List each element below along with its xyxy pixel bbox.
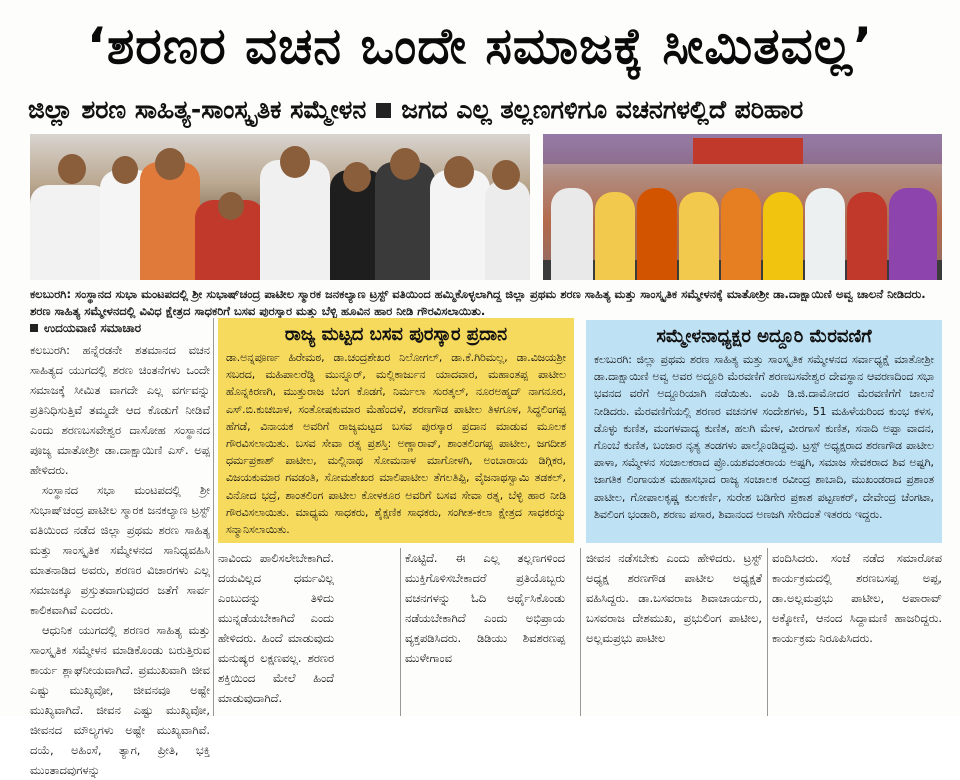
article-column-c: ಕೊಟ್ಟಿದೆ. ಈ ಎಲ್ಲ ತಲ್ಲಣಗಳಿಂದ ಮುಕ್ತಿಗೊಳಿಸಬೇಕಾದರೆ ಪ್ರತಿಯೊಬ್ಬರು ವಚನಗಳನ್ನು ಓದಿ ಅರ್ಥೈಸಿಕೊಂಡು ನಡೆಯಬೇಕಾಗಿದೆ ಎಂದು ಅಭಿಪ್ರಾಯ ವ್ಯಕ್ತಪಡಿಸಿದರು. ಡಿಡಿಯು ಶಿವಶರಣಪ್ಪ ಮುಳೇಗಾಂವ xyxy=(405,551,565,665)
article-paragraph: ಕಲಬುರಗಿ: ಹನ್ನೆರಡನೇ ಶತಮಾನದ ವಚನ ಸಾಹಿತ್ಯದ ಯುಗದಲ್ಲಿ ಶರಣ ಚಿಂತನೆಗಳು ಒಂದೇ ಸಮಾಜಕ್ಕೆ ಸೀಮಿತ ವಾಗದೇ ಎಲ್ಲ ವರ್ಗವನ್ನು ಪ್ರತಿನಿಧಿಸುತ್ತಿವೆ ತಮ್ಮದೇ ಆದ ಕೊಡುಗೆ ನೀಡಿವೆ ಎಂದು ಶರಣಬಸವೇಶ್ವರ ದಾಸೋಹ ಸಂಸ್ಥಾನದ ಪೂಜ್ಯ ಮಾತೋಶ್ರೀ ಡಾ.ದಾಕ್ಷಾಯಿಣಿ ಎಸ್. ಅಪ್ಪ ಹೇಳಿದರು. xyxy=(30,343,210,477)
headline: ‘ಶರಣರ ವಚನ ಒಂದೇ ಸಮಾಜಕ್ಕೆ ಸೀಮಿತವಲ್ಲ’ xyxy=(86,16,874,75)
procession-box-title: ಸಮ್ಮೇಳನಾಧ್ಯಕ್ಷರ ಅದ್ದೂರಿ ಮೆರವಣಿಗೆ xyxy=(656,326,872,347)
procession-box-body: ಕಲಬುರಗಿ: ಜಿಲ್ಲಾ ಪ್ರಥಮ ಶರಣ ಸಾಹಿತ್ಯ ಮತ್ತು ಸಾಂಸ್ಕೃತಿಕ ಸಮ್ಮೇಳನದ ಸರ್ವಾಧ್ಯಕ್ಷೆ ಮಾತೋಶ್ರೀ ಡಾ.ದಾಕ್ಷಾಯಿಣಿ ಅವ್ವ ಅವರ ಅದ್ದೂರಿ ಮೆರವಣಿಗೆ ಶರಣಬಸವೇಶ್ವರ ದೇವಸ್ಥಾನ ಆವರಣದಿಂದ ಸಭಾ ಭವನದ ವರೆಗೆ ಅದ್ದೂರಿಯಾಗಿ ನಡೆಯಿತು. ಎಂಪಿ ಡಿ.ಜಿ.ದಾಮೋದರ ಮೆರವಣಿಗೆಗೆ ಚಾಲನೆ ನೀಡಿದರು. ಮೆರವಣಿಗೆಯಲ್ಲಿ ಶರಣರ ವಚನಗಳ ಸಂದೇಶಗಳು, 51 ಮಹಿಳೆಯರಿಂದ ಕುಂಭ ಕಳಸ, ಡೊಳ್ಳು ಕುಣಿತ, ಮಂಗಳವಾದ್ಯ ಕುಣಿತ, ಹಲಗಿ ಮೇಳ, ವೀರಗಾಸೆ ಕುಣಿತ, ಸನಾದಿ ಅಪ್ಪಾ ವಾದನ, ಗೊಂಬೆ ಕುಣಿತ, ಬಂಜಾರ ನೃತ್ಯ ತಂಡಗಳು ಪಾಲ್ಗೊಂಡಿದ್ದವು. ಟ್ರಸ್ಟ್ ಅಧ್ಯಕ್ಷರಾದ ಶರಣಗೌಡ ಪಾಟೀಲ ಪಾಳಾ, ಸಮ್ಮೇಳನ ಸಂಚಾಲಕರಾದ ಪ್ರೊ.ಯಶವಂತರಾಯ ಅಷ್ಟಗಿ, ಸಮಾಜ ಸೇವಕರಾದ ಶಿವ ಅಷ್ಟಗಿ, ಜಾಗತಿಕ ಲಿಂಗಾಯತ ಮಹಾಸಭಾದ ರಾಜ್ಯ ಸಂಚಾಲಕ ರವೀಂದ್ರ ಶಾಬಾದಿ, ಮುಖಂಡರಾದ ಪ್ರಶಾಂತ ಪಾಟೀಲ, ಗೋಪಾಲಕೃಷ್ಣ ಕುಲಕರ್ಣಿ, ಸುರೇಶ ಬಡಿಗೇರ ಪ್ರಕಾಶ ಪಟ್ಟಣಕರ್, ದೇವೇಂದ್ರ ಚೆಂಗಟಾ, ಶಿವಲಿಂಗ ಭಂಡಾರಿ, ಶರಣು ಪಸಾರ, ಶಿವಾನಂದ ಅಣಜಗಿ ಸೇರಿದಂತೆ ಇತರರು ಇದ್ದರು. xyxy=(594,353,934,521)
column-divider xyxy=(400,548,401,716)
column-divider xyxy=(767,548,768,716)
column-divider xyxy=(580,548,581,716)
award-box xyxy=(218,318,574,543)
article-column-b: ನಾವಿಂದು ಪಾಲಿಸಲೇಬೇಕಾಗಿದೆ. ದಯವಿಲ್ಲದ ಧರ್ಮವಿಲ್ಲ ಎಂಬುದನ್ನು ತಿಳಿದು ಮುನ್ನಡೆಯಬೇಕಾಗಿದೆ ಎಂದು ಹೇಳಿದರು. ಹಿಂದೆ ಮಾಡುವುದು ಮನುಷ್ಯರ ಲಕ್ಷಣವಲ್ಲ. ಶರಣರ ಶಕ್ತಿಯಿಂದ ಮೇಲೆ ಹಿಂದೆ ಮಾಡುವುದಾಗಿದೆ. xyxy=(218,551,334,705)
photo-caption: ಕಲಬುರಗಿ: ಸಂಸ್ಥಾನದ ಸುಭಾ ಮಂಟಪದಲ್ಲಿ ಶ್ರೀ ಸುಭಾಷ್‌ಚಂದ್ರ ಪಾಟೀಲ ಸ್ಮಾರಕ ಜನಕಲ್ಯಾಣ ಟ್ರಸ್ಟ್ ವತಿಯಿಂದ ಹಮ್ಮಿಕೊಳ್ಳಲಾಗಿದ್ದ ಜಿಲ್ಲಾ ಪ್ರಥಮ ಶರಣ ಸಾಹಿತ್ಯ ಮತ್ತು ಸಾಂಸ್ಕೃತಿಕ ಸಮ್ಮೇಳನಕ್ಕೆ ಮಾತೋಶ್ರೀ ಡಾ.ದಾಕ್ಷಾಯಿಣಿ ಅವ್ವ ಚಾಲನೆ ನೀಡಿದರು. ಶರಣ ಸಾಹಿತ್ಯ ಸಮ್ಮೇಳನದಲ್ಲಿ ವಿವಿಧ ಕ್ಷೇತ್ರದ ಸಾಧಕರಿಗೆ ಬಸವ ಪುರಸ್ಕಾರ ಮತ್ತು ಬೆಳ್ಳಿ ಹೂವಿನ ಹಾರ ನೀಡಿ ಗೌರವಿಸಲಾಯಿತು. xyxy=(30,287,926,318)
article-paragraph: ಸಂಸ್ಥಾನದ ಸಭಾ ಮಂಟಪದಲ್ಲಿ ಶ್ರೀ ಸುಭಾಷ್‌ಚಂದ್ರ ಪಾಟೀಲ ಸ್ಮಾರಕ ಜನಕಲ್ಯಾಣ ಟ್ರಸ್ಟ್ ವತಿಯಿಂದ ನಡೆದ ಜಿಲ್ಲಾ ಪ್ರಥಮ ಶರಣ ಸಾಹಿತ್ಯ ಮತ್ತು ಸಾಂಸ್ಕೃತಿಕ ಸಮ್ಮೇಳನದ ಸಾನಿಧ್ಯವಹಿಸಿ ಮಾತನಾಡಿದ ಅವರು, ಶರಣರ ವಿಚಾರಗಳು ಎಲ್ಲ ಸಮಾಜಕ್ಕೂ ಪ್ರಸ್ತುತವಾಗುವುದರ ಜತೆಗೆ ಸಾರ್ವ ಕಾಲಿಕವಾಗಿವೆ ಎಂದರು. xyxy=(30,483,210,617)
article-paragraph: ಆಧುನಿಕ ಯುಗದಲ್ಲಿ ಶರಣರ ಸಾಹಿತ್ಯ ಮತ್ತು ಸಾಂಸ್ಕೃತಿಕ ಸಮ್ಮೇಳನ ಮಾಡಿಕೊಂಡು ಬರುತ್ತಿರುವ ಕಾರ್ಯ ಶ್ಲಾಘನೀಯವಾಗಿದೆ. ಪ್ರಮುಖವಾಗಿ ಜೀವ ಎಷ್ಟು ಮುಖ್ಯವೋ, ಜೀವನವೂ ಅಷ್ಟೇ ಮುಖ್ಯವಾಗಿದೆ. ಜೀವನ ಎಷ್ಟು ಮುಖ್ಯವೋ, ಜೀವನದ ಮೌಲ್ಯಗಳು ಅಷ್ಟೇ ಮುಖ್ಯವಾಗಿವೆ. ದಯೆ, ಅಹಿಂಸೆ, ತ್ಯಾಗ, ಪ್ರೀತಿ, ಭಕ್ತಿ ಮುಂತಾದವುಗಳನ್ನು xyxy=(30,623,210,777)
byline xyxy=(30,318,210,338)
photo-inauguration xyxy=(30,134,530,280)
procession-box xyxy=(586,320,942,543)
award-box-title: ರಾಜ್ಯ ಮಟ್ಟದ ಬಸವ ಪುರಸ್ಕಾರ ಪ್ರದಾನ xyxy=(284,324,508,345)
column-divider xyxy=(213,318,214,716)
subheadline-left: ಜಿಲ್ಲಾ ಶರಣ ಸಾಹಿತ್ಯ-ಸಾಂಸ್ಕೃತಿಕ ಸಮ್ಮೇಳನ xyxy=(28,95,367,124)
byline-text: ಉದಯವಾಣಿ ಸಮಾಚಾರ xyxy=(44,321,142,335)
square-bullet-icon xyxy=(30,324,38,332)
square-bullet-icon xyxy=(376,103,391,118)
article-column-a xyxy=(30,318,210,777)
article-column-e: ವಂದಿಸಿದರು. ಸಂಜೆ ನಡೆದ ಸಮಾರೋಪ ಕಾರ್ಯಕ್ರಮದಲ್ಲಿ ಶರಣಬಸಪ್ಪ ಅಪ್ಪ, ಡಾ.ಅಲ್ಲಮಪ್ರಭು ಪಾಟೀಲ, ಅಪಾರಾವ್ ಅಕ್ಕೋಣಿ, ಆನಂದ ಸಿದ್ದಾಮಣಿ ಹಾಜರಿದ್ದರು. ಕಾರ್ಯಕ್ರಮ ನಿರೂಪಿಸಿದರು. xyxy=(772,551,942,645)
article-column-d: ಜೀವನ ನಡೆಸಬೇಕು ಎಂದು ಹೇಳಿದರು. ಟ್ರಸ್ಟ್ ಅಧ್ಯಕ್ಷ ಶರಣಗೌಡ ಪಾಟೀಲ ಅಧ್ಯಕ್ಷತೆ ವಹಿಸಿದ್ದರು. ಡಾ.ಬಸವರಾಜ ಶಿವಾಚಾರ್ಯರು, ಬಸವರಾಜ ದೇಶಮುಖ, ಪ್ರಭುಲಿಂಗ ಪಾಟೀಲ, ಅಲ್ಲಮಪ್ರಭು ಪಾಟೀಲ xyxy=(586,551,762,645)
subheadline-right: ಜಗದ ಎಲ್ಲ ತಲ್ಲಣಗಳಿಗೂ ವಚನಗಳಲ್ಲಿದೆ ಪರಿಹಾರ xyxy=(401,95,804,124)
award-box-body: ಡಾ.ಅನ್ನಪೂರ್ಣ ಹಿರೇಮಠ, ಡಾ.ಚಂದ್ರಶೇಖರ ನಿಲೋಗಲ್, ಡಾ.ಕೆ.ಗಿರಿಮಲ್ಲ, ಡಾ.ವಿಜಯಶ್ರೀ ಸಬರದ, ಮಹಿಪಾಲರೆಡ್ಡಿ ಮುನ್ನೂರ್, ಮಲ್ಲಿಕಾರ್ಜುನ ಯಾದವಾರ, ಮಹಾಂತಪ್ಪ ಪಾಟೀಲ ಹೊನ್ನಕಿರಣಗಿ, ಮುತ್ತುರಾಜ ಬೆಂಗ ಕೊಡಗೆ, ನಿರ್ಮಲಾ ಸುರತ್ಕಲ್, ನೂರಅಹ್ಮದ್ ನಾಗನೂರ, ಎಸ್.ಬಿ.ಕುಚಬಾಳ, ಸಂತೋಷಕುಮಾರ ಮೆಹೆಂದಳೆ, ಶರಣಗೌಡ ಪಾಟೀಲ ತಿಳಗೂಳ, ಸಿದ್ಧಲಿಂಗಪ್ಪ ಹೆಗಡೆ, ವಿನಾಯಕ ಅವರಿಗೆ ರಾಜ್ಯಮಟ್ಟದ ಬಸವ ಪುರಸ್ಕಾರ ಪ್ರದಾನ ಮಾಡುವ ಮೂಲಕ ಗೌರವಿಸಲಾಯಿತು. ಬಸವ ಸೇವಾ ರತ್ನ ಪ್ರಶಸ್ತಿ: ಅಣ್ಣಾರಾವ್, ಶಾಂತಲಿಂಗಪ್ಪ ಪಾಟೀಲ, ಜಗದೀಶ ಧರ್ಮಪ್ರಕಾಶ್ ಪಾಟೀಲ, ಮಲ್ಲಿನಾಥ ಸೋಮನಾಳ ಮಾಗೋಳಗಿ, ಅಂಬಾರಾಯ ಡಿಗ್ಗಿಕರ, ವಿಜಯಕುಮಾರ ಗವಡಂತಿ, ಸೋಮಶೇಖರ ಮಾಲಿಪಾಟೀಲ ತೆಗಲತಿಪ್ಪಿ, ವೈಜನಾಥಸ್ವಾಮಿ ತಡಕಲ್, ವಿನೋದ ಭದ್ರೆ, ಶಾಂತಲಿಂಗ ಪಾಟೀಲ ಕೋಳಕೂರ ಅವರಿಗೆ ಬಸವ ಸೇವಾ ರತ್ನ, ಬೆಳ್ಳಿ ಹಾರ ನೀಡಿ ಗೌರವಿಸಲಾಯಿತು. ಮಾಧ್ಯಮ ಸಾಧಕರು, ಶೈಕ್ಷಣಿಕ ಸಾಧಕರು, ಸಂಗೀತ-ಕಲಾ ಕ್ಷೇತ್ರದ ಸಾಧಕರನ್ನು ಸನ್ಮಾನಿಸಲಾಯಿತು. xyxy=(226,351,566,537)
subheadline xyxy=(28,92,948,128)
photo-awardees xyxy=(543,134,942,280)
